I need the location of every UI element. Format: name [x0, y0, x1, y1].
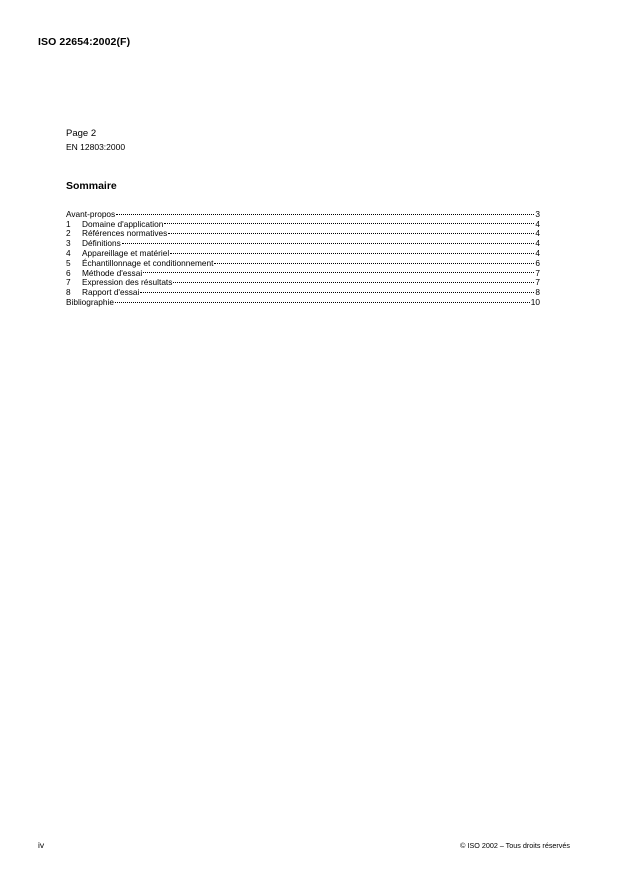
- toc-leader-dots: [143, 266, 534, 276]
- toc-entry-text: Appareillage et matériel: [82, 247, 170, 258]
- toc-entry-text: Échantillonnage et conditionnement: [82, 257, 214, 268]
- footer-copyright: © ISO 2002 – Tous droits réservés: [460, 841, 570, 850]
- toc-entry-page: 4: [535, 218, 540, 229]
- toc-entry-avant-propos[interactable]: [66, 207, 540, 217]
- toc-leader-dots: [173, 276, 534, 286]
- page-label: Page 2: [66, 128, 97, 139]
- toc-entry-page: 10: [530, 296, 540, 307]
- toc-leader-dots: [168, 227, 534, 237]
- footer-page-number: iv: [38, 840, 45, 850]
- toc-entry-number: 1: [66, 218, 71, 229]
- toc-entry-number: 3: [66, 238, 71, 249]
- toc-entry-text: Bibliographie: [66, 296, 114, 307]
- toc-entry-page: 4: [535, 247, 540, 258]
- toc-leader-dots: [116, 207, 534, 217]
- toc-entry-page: 4: [535, 238, 540, 249]
- toc-entry-expression[interactable]: [66, 276, 540, 286]
- toc-entry-number: 7: [66, 277, 71, 288]
- toc-entry-domaine[interactable]: [66, 217, 540, 227]
- toc-entry-echantillonnage[interactable]: [66, 256, 540, 266]
- toc-leader-dots: [140, 285, 534, 295]
- toc-title: Sommaire: [66, 180, 117, 192]
- document-code: ISO 22654:2002(F): [38, 36, 131, 48]
- en-reference: EN 12803:2000: [66, 142, 126, 152]
- toc-entry-page: 3: [535, 208, 540, 219]
- toc-entry-methode[interactable]: [66, 266, 540, 276]
- toc-entry-number: 5: [66, 257, 71, 268]
- toc-entry-definitions[interactable]: [66, 236, 540, 249]
- toc-entry-number: 8: [66, 287, 71, 298]
- toc-entry-page: 6: [535, 257, 540, 268]
- toc-entry-page: 7: [535, 267, 540, 278]
- toc-entry-text: Méthode d'essai: [82, 267, 143, 278]
- toc-entry-number: 2: [66, 228, 71, 239]
- toc-entry-text: Références normatives: [82, 228, 168, 239]
- toc-entry-bibliographie[interactable]: [66, 295, 540, 305]
- toc-leader-dots: [170, 246, 534, 256]
- toc-leader-dots: [214, 256, 534, 266]
- toc-leader-dots: [122, 236, 535, 246]
- toc-entry-page: 8: [535, 287, 540, 298]
- toc-entry-text: Domaine d'application: [82, 218, 164, 229]
- toc-entry-text: Avant-propos: [66, 208, 116, 219]
- toc-entry-references[interactable]: [66, 227, 540, 237]
- toc-entry-rapport[interactable]: [66, 285, 540, 298]
- toc-entry-text: Expression des résultats: [82, 277, 173, 288]
- table-of-contents: [66, 207, 540, 305]
- toc-entry-number: 6: [66, 267, 71, 278]
- toc-leader-dots: [115, 295, 530, 305]
- toc-entry-number: 4: [66, 247, 71, 258]
- toc-entry-appareillage[interactable]: [66, 246, 540, 256]
- toc-entry-page: 4: [535, 228, 540, 239]
- toc-entry-page: 7: [535, 277, 540, 288]
- toc-leader-dots: [164, 217, 534, 227]
- toc-entry-text: Rapport d'essai: [82, 287, 140, 298]
- toc-entry-text: Définitions: [82, 238, 121, 249]
